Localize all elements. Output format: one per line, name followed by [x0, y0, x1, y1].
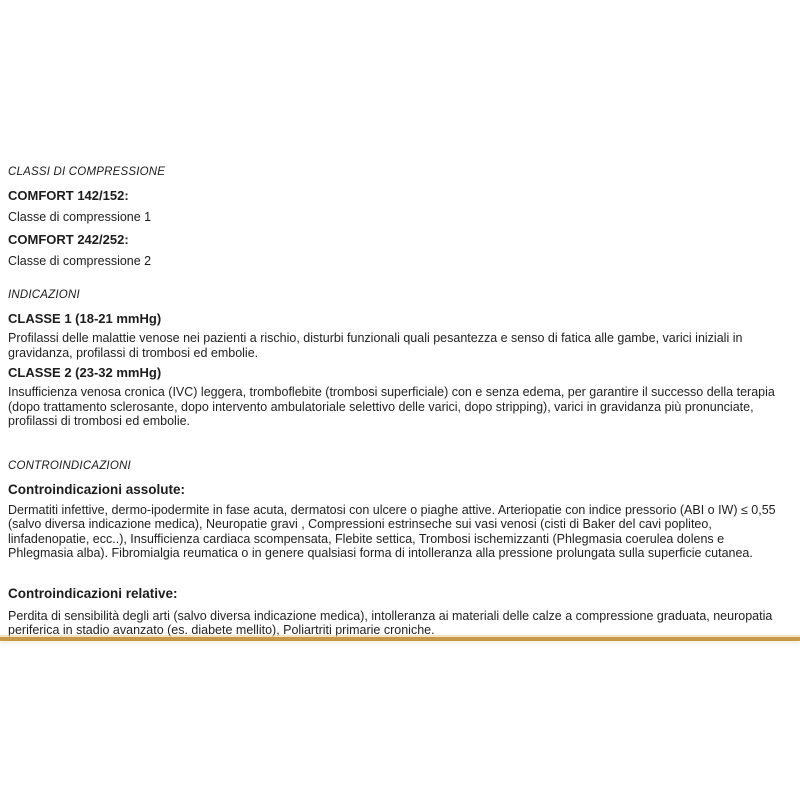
section-label-compression-classes: CLASSI DI COMPRESSIONE — [8, 166, 166, 178]
gold-divider-line — [0, 637, 800, 641]
paragraph-contraindications-absolute: Dermatiti infettive, dermo-ipodermite in fase acuta, dermatosi con ulcere o piaghe attive. Arteriopatie con indice pressorio (ABI o IW) ≤ 0,55 (salvo diversa indicazione medica), Neuropatie gravi , Compressioni estrinseche sui vasi venosi (cisti di Baker del cavi popliteo, linfadenopatie, ecc..), Insufficienza cardiaca scompensata, Flebite settica, Trombosi ischemizzanti (Phlegmasia coerulea dolens e Phlegmasia alba). Fibromialgia reumatica o in genere qualsiasi forma di intolleranza alla pressione prolungata sulla superficie cutanea. — [8, 502, 776, 560]
heading-classe-1: CLASSE 1 (18-21 mmHg) — [8, 311, 162, 326]
document-content — [8, 166, 786, 659]
section-indications — [8, 289, 786, 429]
compression-class-1-text: Classe di compressione 1 — [8, 210, 152, 224]
section-label-contraindications: CONTROINDICAZIONI — [8, 459, 131, 472]
paragraph-classe-2: Insufficienza venosa cronica (IVC) leggera, tromboflebite (trombosi superficiale) con e senza edema, per garantire il successo della terapia (dopo trattamento sclerosante, dopo intervento ambulatoriale selettivo delle varici, dopo stripping), varici in gravidanza più pronunciate, profilassi di trombosi ed embolie. — [8, 385, 775, 428]
heading-classe-2: CLASSE 2 (23-32 mmHg) — [8, 365, 162, 380]
section-label-indications: INDICAZIONI — [8, 289, 80, 301]
section-contraindications — [8, 460, 786, 638]
paragraph-contraindications-relative: Perdita di sensibilità degli arti (salvo diversa indicazione medica), intolleranza ai materiali delle calze a compressione graduata, neuropatia periferica in stadio avanzato (es. diabete mellito), Poliartriti primarie croniche. — [8, 608, 773, 637]
heading-contraindications-relative: Controindicazioni relative: — [8, 585, 178, 601]
product-name-comfort-142-152: COMFORT 142/152: — [8, 188, 129, 203]
paragraph-classe-1: Profilassi delle malattie venose nei pazienti a rischio, disturbi funzionali quali pesantezza e senso di fatica alle gambe, varici iniziali in gravidanza, profilassi di trombosi ed embolie. — [8, 331, 743, 360]
section-compression-classes — [8, 166, 786, 268]
product-name-comfort-242-252: COMFORT 242/252: — [8, 232, 129, 247]
compression-class-2-text: Classe di compressione 2 — [8, 254, 152, 268]
heading-contraindications-absolute: Controindicazioni assolute: — [8, 481, 186, 497]
